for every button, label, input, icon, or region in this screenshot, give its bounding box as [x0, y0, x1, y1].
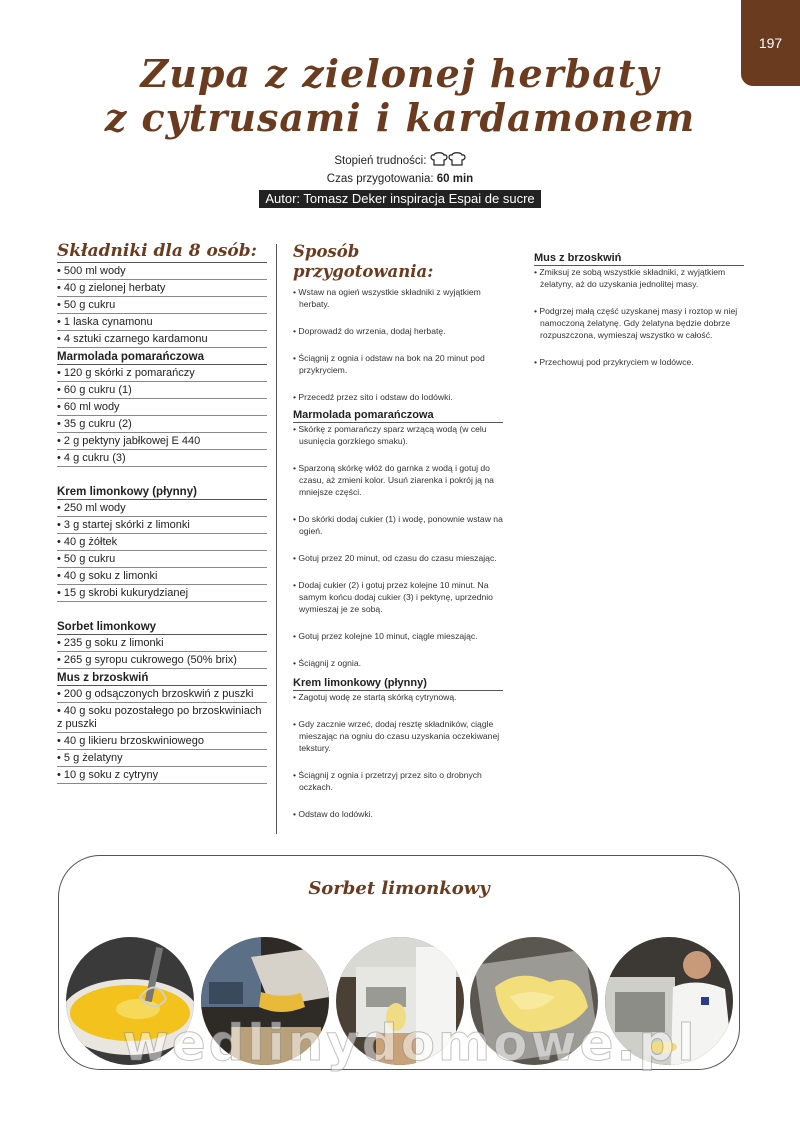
list-item: • 15 g skrobi kukurydzianej	[57, 585, 267, 602]
ingredients-krem-title: Krem limonkowy (płynny)	[57, 485, 267, 500]
ingredients-krem-list	[57, 500, 267, 602]
ingredients-mus-list	[57, 686, 267, 784]
list-item: • 60 g cukru (1)	[57, 382, 267, 399]
list-item: • Gdy zacznie wrzeć, dodaj resztę składników, ciągle mieszając na ogniu do czasu uzyskania oczekiwanej tekstury.	[293, 718, 503, 754]
method-krem-title: Krem limonkowy (płynny)	[293, 677, 503, 691]
list-item: • Przechowuj pod przykryciem w lodówce.	[534, 356, 744, 368]
list-item: • Ściągnij z ognia i przetrzyj przez sito o drobnych oczkach.	[293, 769, 503, 793]
list-item: • Skórkę z pomarańczy sparz wrzącą wodą (w celu usunięcia gorzkiego smaku).	[293, 423, 503, 447]
list-item: • 40 g soku pozostałego po brzoskwiniach z puszki	[57, 703, 267, 733]
list-item: • 40 g likieru brzoskwiniowego	[57, 733, 267, 750]
list-item: • 10 g soku z cytryny	[57, 767, 267, 784]
list-item: • Gotuj przez kolejne 10 minut, ciągle mieszając.	[293, 630, 503, 642]
list-item: • 3 g startej skórki z limonki	[57, 517, 267, 534]
list-item: • 40 g żółtek	[57, 534, 267, 551]
method-krem-steps	[293, 691, 503, 820]
list-item: • Do skórki dodaj cukier (1) i wodę, ponownie wstaw na ogień.	[293, 513, 503, 537]
list-item: • 4 sztuki czarnego kardamonu	[57, 331, 267, 348]
list-item: • 50 g cukru	[57, 297, 267, 314]
time-value: 60 min	[436, 173, 474, 185]
ingredients-marmolada-title: Marmolada pomarańczowa	[57, 350, 267, 365]
list-item: • Odstaw do lodówki.	[293, 808, 503, 820]
list-item: • Ściągnij z ognia.	[293, 657, 503, 669]
title-line-1: Zupa z zielonej herbaty	[140, 51, 660, 96]
column-divider	[276, 244, 277, 834]
list-item: • 40 g zielonej herbaty	[57, 280, 267, 297]
recipe-meta	[200, 152, 600, 208]
list-item: • Gotuj przez 20 minut, od czasu do czasu mieszając.	[293, 552, 503, 564]
difficulty-label: Stopień trudności:	[334, 155, 427, 167]
ingredients-heading: Składniki dla 8 osób:	[57, 241, 267, 263]
list-item: • Podgrzej małą część uzyskanej masy i roztop w niej namoczoną żelatynę. Gdy żelatyna będzie dobrze rozpuszczona, wymieszaj wszystko w całość.	[534, 305, 744, 341]
time-row	[200, 171, 600, 187]
list-item: • Ściągnij z ognia i odstaw na bok na 20 minut pod przykryciem.	[293, 352, 503, 376]
list-item: • 4 g cukru (3)	[57, 450, 267, 467]
list-item: • Zmiksuj ze sobą wszystkie składniki, z wyjątkiem żelatyny, aż do uzyskania jednolitej masy.	[534, 266, 744, 290]
list-item: • Wstaw na ogień wszystkie składniki z wyjątkiem herbaty.	[293, 286, 503, 310]
title-line-2: z cytrusami i kardamonem	[104, 95, 696, 140]
list-item: • 5 g żelatyny	[57, 750, 267, 767]
page-number-tab	[741, 0, 800, 86]
list-item: • 235 g soku z limonki	[57, 635, 267, 652]
list-item: • 1 laska cynamonu	[57, 314, 267, 331]
difficulty-row	[200, 152, 600, 171]
ingredients-mus-title: Mus z brzoskwiń	[57, 671, 267, 686]
ingredients-base-list	[57, 263, 267, 348]
method-column	[293, 242, 503, 835]
list-item: • Doprowadź do wrzenia, dodaj herbatę.	[293, 325, 503, 337]
ingredients-marmolada-list	[57, 365, 267, 467]
time-label: Czas przygotowania:	[326, 173, 434, 185]
page-number: 197	[758, 35, 783, 51]
method-marmolada-steps	[293, 423, 503, 669]
list-item: • 250 ml wody	[57, 500, 267, 517]
list-item: • Dodaj cukier (2) i gotuj przez kolejne 10 minut. Na samym końcu dodaj cukier (3) i pektynę, uprzednio wymieszaj je ze sobą.	[293, 579, 503, 615]
list-item: • 200 g odsączonych brzoskwiń z puszki	[57, 686, 267, 703]
recipe-title	[100, 52, 700, 140]
watermark: wedlinydomowe.pl	[122, 1014, 698, 1072]
list-item: • 265 g syropu cukrowego (50% brix)	[57, 652, 267, 669]
method-heading: Sposób przygotowania:	[293, 242, 434, 281]
sorbet-panel-title: Sorbet limonkowy	[308, 878, 490, 899]
method-marmolada-title: Marmolada pomarańczowa	[293, 409, 503, 423]
list-item: • 35 g cukru (2)	[57, 416, 267, 433]
method-mus-title: Mus z brzoskwiń	[534, 252, 744, 266]
ingredients-sorbet-list	[57, 635, 267, 669]
list-item: • 60 ml wody	[57, 399, 267, 416]
chef-hat-icon	[430, 152, 448, 171]
ingredients-sorbet-title: Sorbet limonkowy	[57, 620, 267, 635]
method-base-steps	[293, 286, 503, 403]
list-item: • 50 g cukru	[57, 551, 267, 568]
list-item: • 120 g skórki z pomarańczy	[57, 365, 267, 382]
method-right-column	[534, 252, 744, 383]
list-item: • Przecedź przez sito i odstaw do lodówki.	[293, 391, 503, 403]
list-item: • 500 ml wody	[57, 263, 267, 280]
method-mus-steps	[534, 266, 744, 368]
list-item: • 40 g soku z limonki	[57, 568, 267, 585]
list-item: • Sparzoną skórkę włóż do garnka z wodą i gotuj do czasu, aż zmieni kolor. Usuń ziarenka i pokrój ją na mniejsze części.	[293, 462, 503, 498]
author-badge: Autor: Tomasz Deker inspiracja Espai de sucre	[259, 190, 540, 208]
chef-hat-icon	[448, 152, 466, 171]
ingredients-column	[57, 241, 267, 784]
list-item: • 2 g pektyny jabłkowej E 440	[57, 433, 267, 450]
list-item: • Zagotuj wodę ze startą skórką cytrynową.	[293, 691, 503, 703]
